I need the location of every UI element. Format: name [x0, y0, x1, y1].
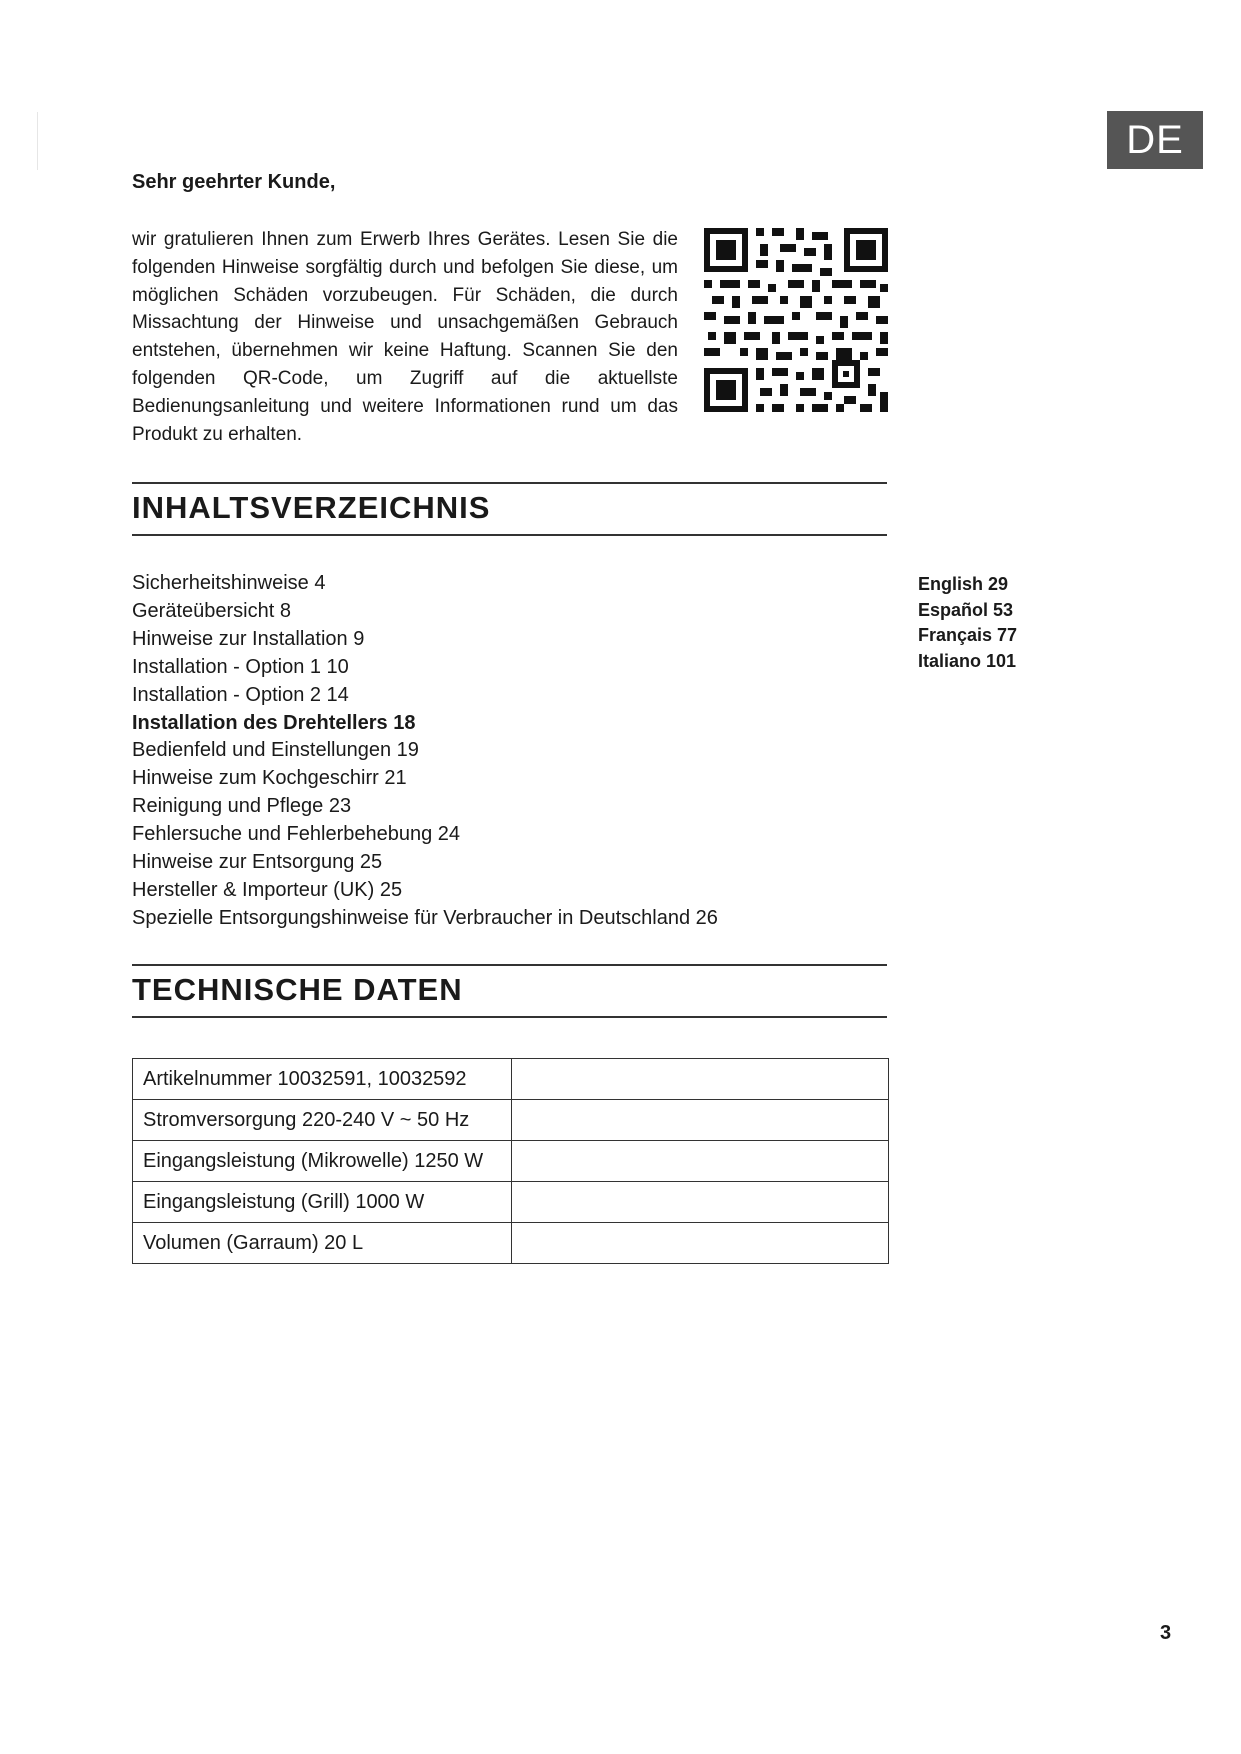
spec-label: Eingangsleistung (Grill) 1000 W — [133, 1182, 512, 1223]
spec-label: Artikelnummer 10032591, 10032592 — [133, 1059, 512, 1100]
spec-value — [512, 1059, 889, 1100]
spec-value — [512, 1182, 889, 1223]
specs-table — [132, 1058, 889, 1264]
specs-bottom-rule — [132, 1016, 887, 1018]
language-item-french[interactable]: Français 77 — [918, 625, 1018, 645]
language-item-english[interactable]: English 29 — [918, 574, 1009, 594]
toc-item[interactable]: Sicherheitshinweise 4 — [132, 572, 326, 594]
table-row — [133, 1223, 889, 1264]
table-row — [133, 1100, 889, 1141]
table-of-contents — [132, 570, 718, 933]
toc-top-rule — [132, 482, 887, 484]
greeting: Sehr geehrter Kunde, — [132, 171, 336, 193]
toc-item[interactable]: Reinigung und Pflege 23 — [132, 795, 352, 818]
toc-item[interactable]: Hersteller & Importeur (UK) 25 — [132, 878, 403, 901]
intro-paragraph: wir gratulieren Ihnen zum Erwerb Ihres Gerätes. Lesen Sie die folgenden Hinweise sorgfältig durch und befolgen Sie diese, um möglichen Schäden vorzubeugen. Für Schäden, die durch Missachtung der Hinweise und unsachgemäßen Gebrauch entstehen, übernehmen wir keine Haftung. Scannen Sie den folgenden QR-Code, um Zugriff auf die aktuellste Bedienungsanleitung und weitere Informationen rund um das Produkt zu erhalten. — [132, 229, 678, 445]
table-row — [133, 1182, 889, 1223]
spec-label: Volumen (Garraum) 20 L — [133, 1223, 512, 1264]
table-row — [133, 1059, 889, 1100]
toc-item[interactable]: Geräteübersicht 8 — [132, 599, 291, 622]
page-edge-mark — [37, 112, 38, 170]
toc-item[interactable]: Hinweise zum Kochgeschirr 21 — [132, 767, 407, 790]
toc-item[interactable]: Installation - Option 1 10 — [132, 655, 349, 678]
qr-code[interactable] — [704, 228, 888, 412]
specs-title: TECHNISCHE DATEN — [132, 972, 463, 1007]
spec-label: Eingangsleistung (Mikrowelle) 1250 W — [133, 1141, 512, 1182]
spec-value — [512, 1141, 889, 1182]
spec-value — [512, 1100, 889, 1141]
toc-bottom-rule — [132, 534, 887, 536]
toc-item[interactable]: Hinweise zur Entsorgung 25 — [132, 851, 383, 874]
toc-item[interactable]: Fehlersuche und Fehlerbehebung 24 — [132, 823, 461, 846]
language-tab: DE — [1107, 111, 1203, 169]
table-row — [133, 1141, 889, 1182]
toc-item[interactable]: Bedienfeld und Einstellungen 19 — [132, 739, 419, 762]
spec-value — [512, 1223, 889, 1264]
language-item-spanish[interactable]: Español 53 — [918, 599, 1014, 620]
spec-label: Stromversorgung 220-240 V ~ 50 Hz — [133, 1100, 512, 1141]
language-index — [918, 572, 1017, 674]
toc-item[interactable]: Spezielle Entsorgungshinweise für Verbraucher in Deutschland 26 — [132, 906, 718, 929]
page-number: 3 — [1160, 1622, 1172, 1644]
toc-item[interactable]: Installation des Drehtellers 18 — [132, 711, 416, 734]
toc-item[interactable]: Installation - Option 2 14 — [132, 683, 349, 706]
toc-title: INHALTSVERZEICHNIS — [132, 490, 491, 525]
toc-item[interactable]: Hinweise zur Installation 9 — [132, 627, 365, 650]
specs-top-rule — [132, 964, 887, 966]
language-item-italian[interactable]: Italiano 101 — [918, 650, 1017, 671]
